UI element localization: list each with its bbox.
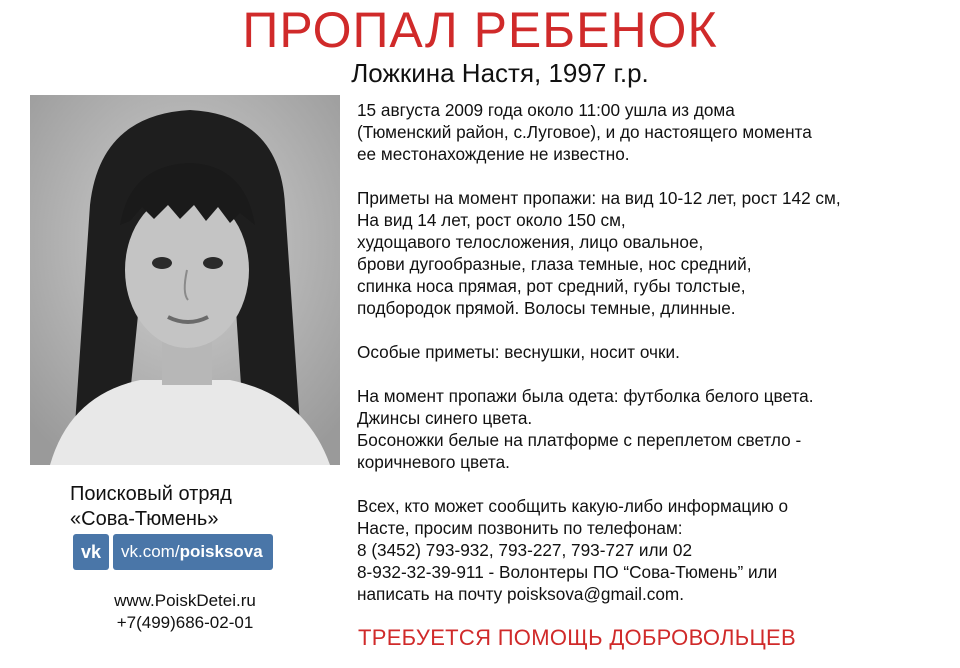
text-line: Особые приметы: веснушки, носит очки. [357,342,680,362]
text-line: Всех, кто может сообщить какую-либо информацию о [357,496,789,516]
clothing-paragraph [357,385,957,473]
text-line: худощавого телосложения, лицо овальное, [357,232,704,252]
text-line: коричневого цвета. [357,452,510,472]
phone-number: +7(499)686-02-01 [116,613,254,632]
text-line: На момент пропажи была одета: футболка белого цвета. [357,386,814,406]
text-line: Джинсы синего цвета. [357,408,533,428]
child-photo [30,95,340,465]
text-line: На вид 14 лет, рост около 150 см, [357,210,626,230]
text-line: (Тюменский район, с.Луговое), и до настоящего момента [357,122,812,142]
website-link[interactable]: www.PoiskDetei.ru [114,591,256,610]
contact-paragraph [357,495,957,605]
text-line: 8 (3452) 793-932, 793-227, 793-727 или 02 [357,540,693,560]
text-line: подбородок прямой. Волосы темные, длинные. [357,298,736,318]
text-line: ее местонахождение не известно. [357,144,630,164]
search-team-line2: «Сова-Тюмень» [70,508,219,530]
child-photo-image [30,95,340,465]
text-line: 8-932-32-39-911 - Волонтеры ПО “Сова-Тюмень” или [357,562,778,582]
contacts-block [40,590,330,634]
child-name: Ложкина Настя, 1997 г.р. [351,58,649,88]
vk-link-handle: poisksova [179,542,263,561]
text-line: 15 августа 2009 года около 11:00 ушла из дома [357,100,735,120]
text-line: Босоножки белые на платформе с переплетом светло - [357,430,802,450]
vk-link-prefix: vk.com/ [121,542,180,561]
description [357,99,957,605]
text-line: Приметы на момент пропажи: на вид 10-12 лет, рост 142 см, [357,188,841,208]
text-line: написать на почту poisksova@gmail.com. [357,584,685,604]
search-team-line1: Поисковый отряд [70,483,232,505]
text-line: спинка носа прямая, рот средний, губы толстые, [357,276,746,296]
vk-banner[interactable] [73,534,273,570]
poster-title: ПРОПАЛ РЕБЕНОК [242,2,718,58]
vk-link[interactable] [113,534,273,570]
text-line: Насте, просим позвонить по телефонам: [357,518,683,538]
search-team [70,482,310,532]
text-line: брови дугообразные, глаза темные, нос средний, [357,254,752,274]
special-marks-paragraph [357,341,957,363]
vk-icon: vk [73,534,109,570]
features-paragraph [357,187,957,319]
disappearance-paragraph [357,99,957,165]
volunteers-needed-banner: ТРЕБУЕТСЯ ПОМОЩЬ ДОБРОВОЛЬЦЕВ [358,625,796,650]
